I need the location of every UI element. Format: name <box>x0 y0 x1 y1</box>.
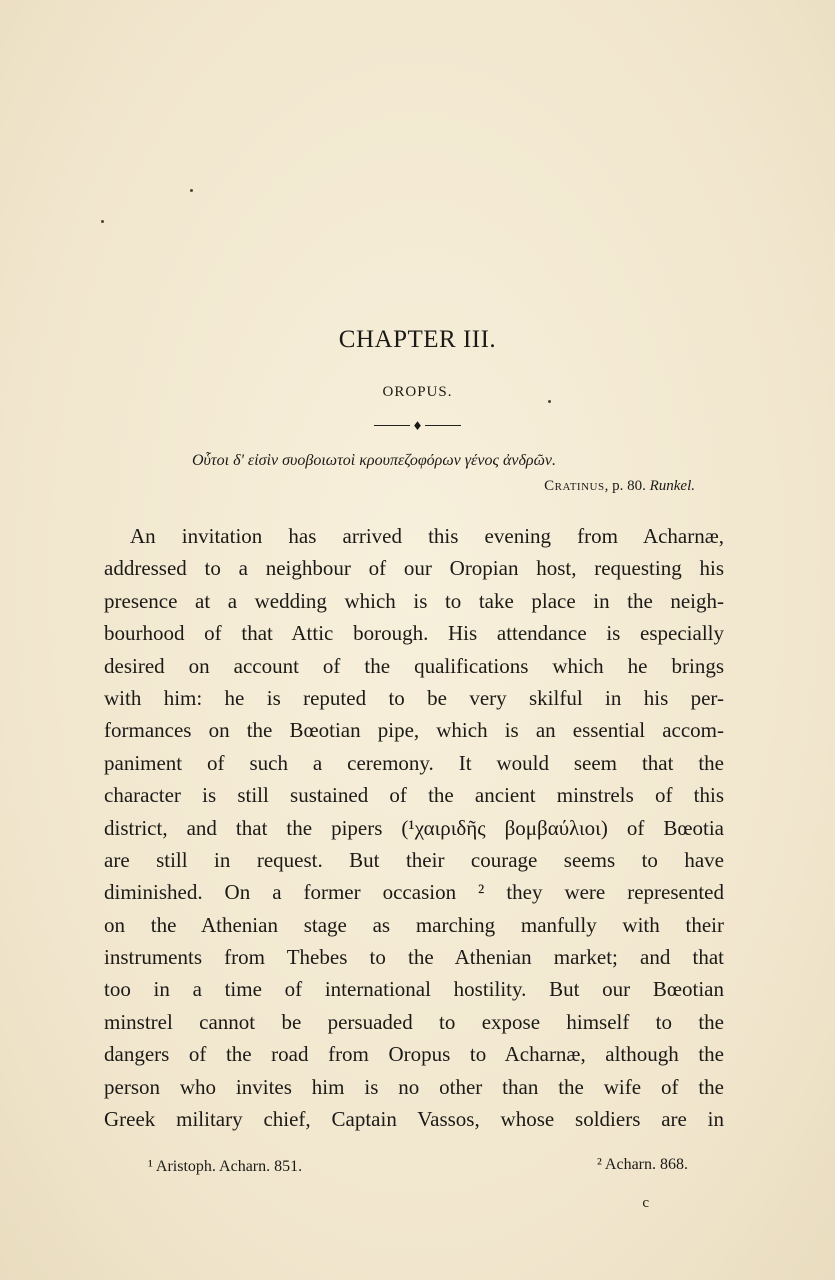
epigraph-author: Cratinus <box>544 478 605 494</box>
epigraph-editor: Runkel. <box>649 478 695 494</box>
diamond-icon: ♦ <box>412 418 423 433</box>
text-line: Greek military chief, Captain Vassos, whose soldiers are in <box>104 1107 724 1132</box>
text-line: dangers of the road from Oropus to Acharnæ, although the <box>104 1042 724 1067</box>
epigraph-page: , p. 80. <box>604 478 650 494</box>
text-line: desired on account of the qualifications which he brings <box>104 653 724 678</box>
chapter-heading: CHAPTER III. <box>338 326 497 353</box>
body-paragraph <box>104 520 724 1135</box>
text-line: district, and that the pipers (¹χαιριδῆς βομβαύλιοι) of Bœotia <box>104 815 724 840</box>
text-line: presence at a wedding which is to take place in the neigh- <box>104 588 724 613</box>
text-line: on the Athenian stage as marching manfully with their <box>104 912 724 937</box>
ornament-line-left <box>374 425 410 426</box>
text-line: are still in request. But their courage seems to have <box>104 847 724 872</box>
paper-speck <box>190 189 193 192</box>
epigraph-attribution <box>544 478 695 495</box>
text-line: with him: he is reputed to be very skilful in his per- <box>104 685 724 710</box>
text-line: addressed to a neighbour of our Oropian host, requesting his <box>104 556 724 581</box>
text-line: instruments from Thebes to the Athenian market; and that <box>104 945 724 970</box>
ornament-line-right <box>425 425 461 426</box>
text-line: too in a time of international hostility. But our Bœotian <box>104 977 724 1002</box>
epigraph-quote: Οὗτοι δ' εἰσὶν συοβοιωτοὶ κρουπεζοφόρων γένος ἀνδρῶν. <box>192 452 556 469</box>
text-line: character is still sustained of the ancient minstrels of this <box>104 783 724 808</box>
footnote-2: ² Acharn. 868. <box>597 1156 688 1173</box>
text-line: formances on the Bœotian pipe, which is an essential accom- <box>104 718 724 743</box>
text-line: diminished. On a former occasion ² they were represented <box>104 880 724 905</box>
text-line: bourhood of that Attic borough. His attendance is especially <box>104 621 724 646</box>
text-line: minstrel cannot be persuaded to expose himself to the <box>104 1009 724 1034</box>
paper-speck <box>101 220 104 223</box>
text-line: paniment of such a ceremony. It would seem that the <box>104 750 724 775</box>
text-line: An invitation has arrived this evening from Acharnæ, <box>130 524 724 548</box>
footnote-1: ¹ Aristoph. Acharn. 851. <box>148 1158 303 1175</box>
paper-speck <box>548 400 551 403</box>
signature-mark: c <box>642 1195 649 1211</box>
section-title: OROPUS. <box>382 384 453 400</box>
text-line: person who invites him is no other than the wife of the <box>104 1074 724 1099</box>
ornament-divider <box>0 418 835 433</box>
